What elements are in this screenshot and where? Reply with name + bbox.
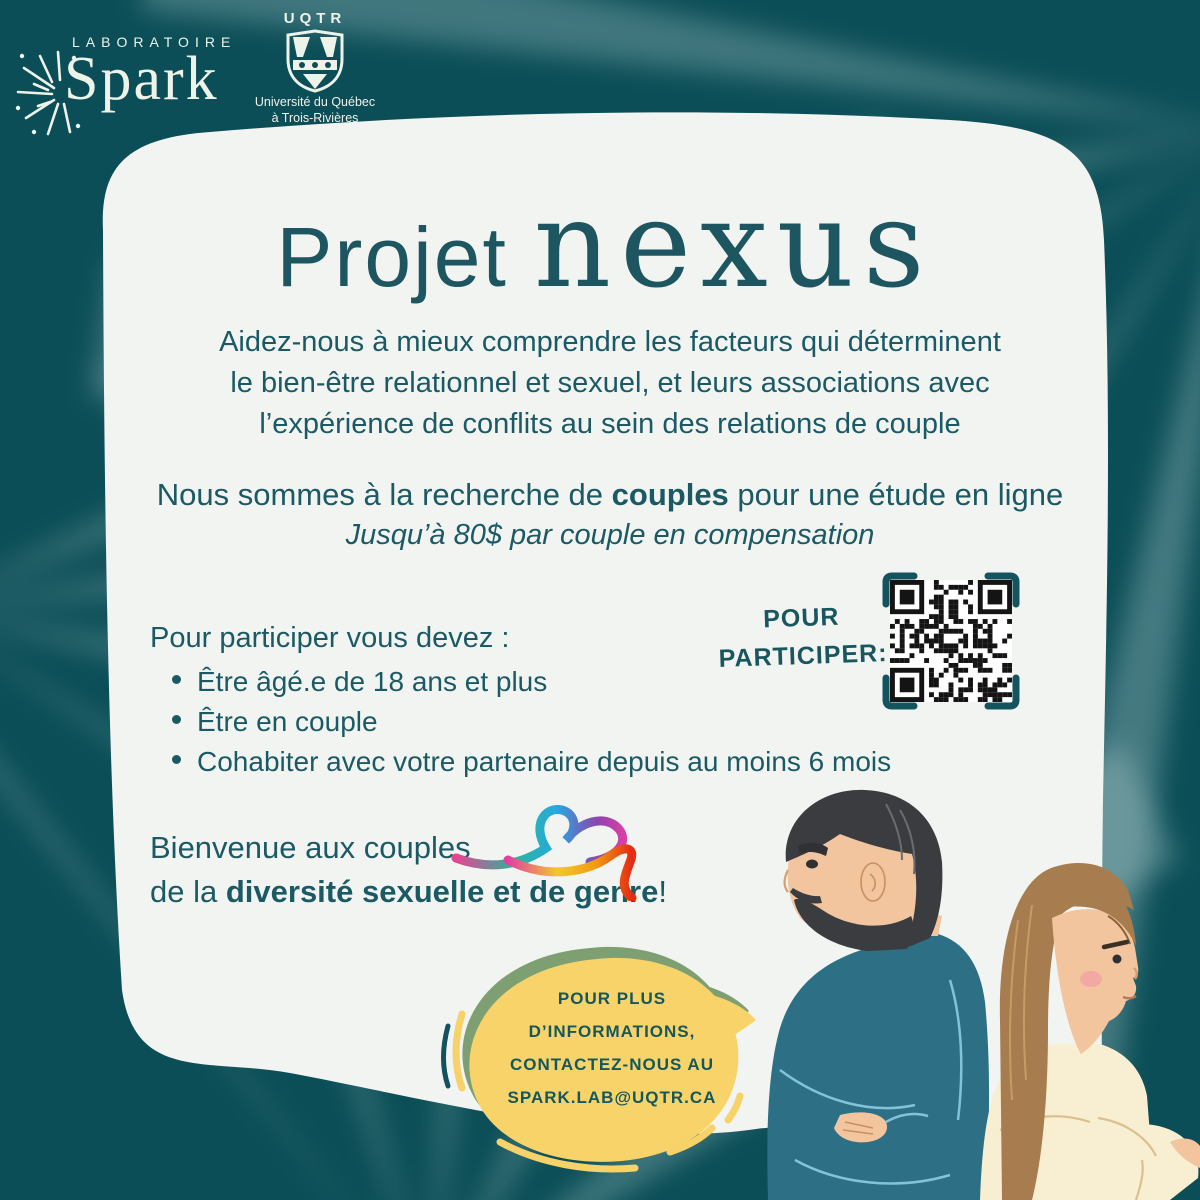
list-item	[172, 702, 891, 742]
participate-label	[717, 596, 888, 678]
bullet-dot-icon	[172, 715, 181, 724]
welcome-suffix: !	[658, 874, 667, 909]
bubble-line2: D’INFORMATIONS,	[528, 1022, 696, 1041]
requirements-list	[172, 662, 891, 782]
requirement-text: Être âgé.e de 18 ans et plus	[197, 666, 548, 697]
bubble-contact-email: SPARK.LAB@UQTR.CA	[507, 1088, 717, 1107]
intro-line2: le bien-être relationnel et sexuel, et leurs associations avec	[230, 367, 990, 399]
intro-line3: l’expérience de conflits au sein des relations de couple	[259, 408, 961, 440]
title-prefix: Projet	[276, 210, 508, 304]
requirements-heading: Pour participer vous devez :	[150, 622, 510, 654]
requirement-text: Être en couple	[197, 706, 378, 737]
recruit-line	[55, 477, 1165, 513]
compensation-line: Jusqu’à 80$ par couple en compensation	[345, 519, 875, 551]
title-name: nexus	[533, 176, 934, 315]
rainbow-heart-icon	[448, 796, 658, 901]
uqtr-caption-line2: à Trois-Rivières	[271, 110, 359, 125]
spark-logo-top-label: LABORATOIRE	[72, 34, 237, 50]
welcome-bold: diversité sexuelle et de genre	[225, 874, 659, 909]
bubble-line3: CONTACTEZ-NOUS AU	[510, 1055, 714, 1074]
recruit-after: pour une étude en ligne	[728, 477, 1064, 512]
requirement-text: Cohabiter avec votre partenaire depuis au moins 6 mois	[197, 746, 892, 777]
bullet-dot-icon	[172, 675, 181, 684]
participate-line1: POUR	[762, 602, 840, 634]
welcome-prefix: de la	[150, 874, 226, 909]
bullet-dot-icon	[172, 755, 181, 764]
bubble-line1: POUR PLUS	[557, 989, 667, 1008]
uqtr-acronym: UQTR	[283, 10, 347, 27]
uqtr-caption-line1: Université du Québec	[254, 95, 376, 109]
qr-code	[890, 580, 1012, 702]
intro-paragraph	[100, 322, 1120, 445]
participate-line2: PARTICIPER:	[718, 639, 888, 673]
recruit-bold-couples: couples	[611, 477, 729, 512]
recruit-before: Nous sommes à la recherche de	[156, 477, 612, 512]
intro-line1: Aidez-nous à mieux comprendre les facteurs qui déterminent	[219, 326, 1001, 358]
page-title	[95, 176, 1115, 315]
bubble-contact-text	[478, 982, 746, 1114]
spark-logo-name: Spark	[64, 45, 219, 113]
welcome-line1: Bienvenue aux couples	[150, 830, 471, 865]
